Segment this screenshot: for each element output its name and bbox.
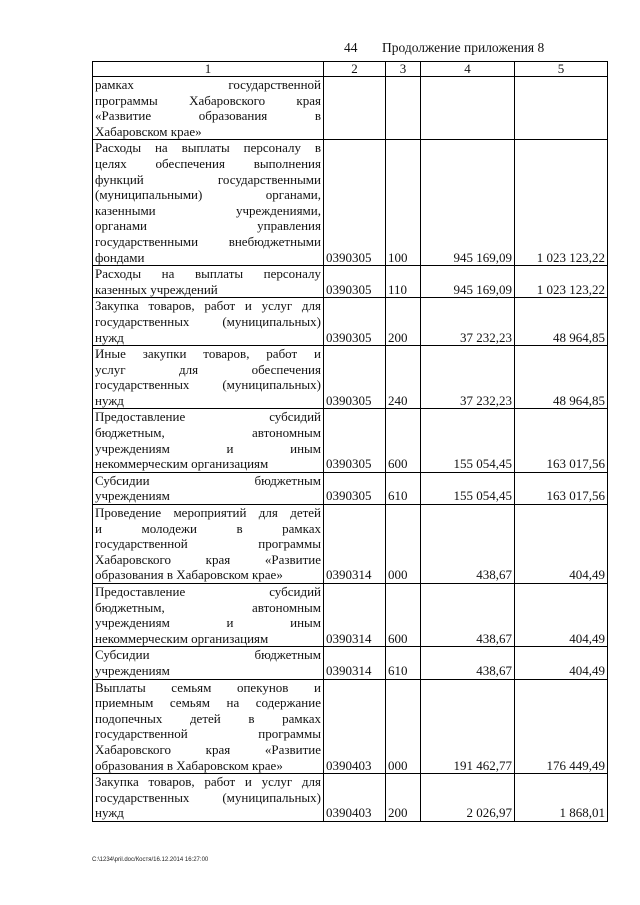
row-description (93, 679, 324, 774)
row-description (93, 584, 324, 647)
row-description (93, 77, 324, 140)
description-line: и молодежи в рамках (95, 520, 321, 536)
amount-year-1: 37 232,23 (421, 346, 515, 409)
expense-type-code: 200 (386, 774, 421, 822)
description-line: рамках государственной (95, 77, 321, 92)
amount-year-2: 404,49 (515, 584, 608, 647)
description-line: Проведение мероприятий для детей (95, 505, 321, 521)
amount-year-1: 155 054,45 (421, 409, 515, 472)
amount-year-1: 155 054,45 (421, 472, 515, 504)
column-header-4: 4 (421, 62, 515, 77)
table-row (93, 647, 608, 679)
row-description (93, 346, 324, 409)
row-description (93, 774, 324, 822)
expense-type-code: 240 (386, 346, 421, 409)
description-line: государственных (муниципальных) (95, 313, 321, 329)
description-line: «Развитие образования в (95, 108, 321, 124)
target-article-code: 0390314 (324, 505, 386, 584)
description-line: подопечных детей в рамках (95, 710, 321, 726)
description-line: некоммерческим организациям (95, 630, 269, 646)
document-path-footer: C:\1234\pril.doc/Костя/16.12.2014 16:27:00 (92, 857, 209, 863)
amount-year-1: 2 026,97 (421, 774, 515, 822)
table-row (93, 472, 608, 504)
expense-type-code: 610 (386, 472, 421, 504)
amount-year-2 (515, 77, 608, 140)
target-article-code: 0390305 (324, 409, 386, 472)
description-line: Выплаты семьям опекунов и (95, 679, 321, 695)
page-header (344, 40, 544, 56)
table-row (93, 266, 608, 298)
target-article-code: 0390314 (324, 647, 386, 679)
description-line: приемным семьям на содержание (95, 695, 321, 711)
expense-type-code: 110 (386, 266, 421, 298)
table-row (93, 774, 608, 822)
table-row (93, 409, 608, 472)
amount-year-1: 37 232,23 (421, 298, 515, 346)
description-line: учреждениям (95, 488, 170, 504)
description-line: Хабаровском крае» (95, 123, 202, 139)
description-line: органами управления (95, 218, 321, 234)
table-row (93, 679, 608, 774)
description-line: бюджетным, автономным (95, 425, 321, 441)
column-header-3: 3 (386, 62, 421, 77)
expense-type-code: 000 (386, 679, 421, 774)
description-line: фондами (95, 249, 145, 265)
description-line: образования в Хабаровском крае» (95, 757, 283, 773)
amount-year-1: 191 462,77 (421, 679, 515, 774)
amount-year-2: 48 964,85 (515, 346, 608, 409)
table-row (93, 584, 608, 647)
description-line: учреждениям (95, 662, 170, 678)
amount-year-2: 48 964,85 (515, 298, 608, 346)
expense-type-code (386, 77, 421, 140)
amount-year-2: 1 023 123,22 (515, 266, 608, 298)
description-line: казенными учреждениями, (95, 202, 321, 218)
description-line: Предоставление субсидий (95, 409, 321, 425)
table-body (93, 77, 608, 822)
description-line: Субсидии бюджетным (95, 647, 321, 663)
target-article-code (324, 77, 386, 140)
expense-type-code: 100 (386, 140, 421, 266)
amount-year-2: 404,49 (515, 505, 608, 584)
row-description (93, 140, 324, 266)
description-line: государственной программы (95, 536, 321, 552)
description-line: Хабаровского края «Развитие (95, 551, 321, 567)
description-line: Предоставление субсидий (95, 584, 321, 599)
description-line: целях обеспечения выполнения (95, 155, 321, 171)
column-number-row (93, 62, 608, 77)
amount-year-2: 163 017,56 (515, 409, 608, 472)
expense-type-code: 600 (386, 409, 421, 472)
expense-type-code: 000 (386, 505, 421, 584)
amount-year-2: 1 868,01 (515, 774, 608, 822)
description-line: услуг для обеспечения (95, 361, 321, 377)
column-header-5: 5 (515, 62, 608, 77)
description-line: Закупка товаров, работ и услуг для (95, 298, 321, 314)
amount-year-1: 945 169,09 (421, 140, 515, 266)
target-article-code: 0390403 (324, 774, 386, 822)
column-header-1: 1 (93, 62, 324, 77)
budget-table (92, 61, 608, 822)
description-line: нужд (95, 329, 124, 345)
description-line: Расходы на выплаты персоналу (95, 266, 321, 282)
amount-year-1: 438,67 (421, 505, 515, 584)
target-article-code: 0390305 (324, 140, 386, 266)
amount-year-2: 176 449,49 (515, 679, 608, 774)
page-number: 44 (344, 40, 358, 55)
description-line: некоммерческим организациям (95, 456, 269, 472)
expense-type-code: 610 (386, 647, 421, 679)
description-line: Иные закупки товаров, работ и (95, 346, 321, 362)
table-row (93, 298, 608, 346)
row-description (93, 505, 324, 584)
amount-year-2: 404,49 (515, 647, 608, 679)
target-article-code: 0390314 (324, 584, 386, 647)
expense-type-code: 600 (386, 584, 421, 647)
description-line: государственными внебюджетными (95, 233, 321, 249)
description-line: нужд (95, 392, 124, 408)
description-line: государственной программы (95, 726, 321, 742)
description-line: учреждениям и иным (95, 615, 321, 631)
description-line: Расходы на выплаты персоналу в (95, 140, 321, 156)
target-article-code: 0390403 (324, 679, 386, 774)
target-article-code: 0390305 (324, 298, 386, 346)
amount-year-1: 945 169,09 (421, 266, 515, 298)
description-line: бюджетным, автономным (95, 599, 321, 615)
description-line: образования в Хабаровском крае» (95, 567, 283, 583)
row-description (93, 409, 324, 472)
table-row (93, 505, 608, 584)
description-line: государственных (муниципальных) (95, 377, 321, 393)
amount-year-2: 1 023 123,22 (515, 140, 608, 266)
expense-type-code: 200 (386, 298, 421, 346)
amount-year-1: 438,67 (421, 647, 515, 679)
description-line: нужд (95, 805, 124, 821)
table-row (93, 140, 608, 266)
row-description (93, 266, 324, 298)
row-description (93, 298, 324, 346)
description-line: функций государственными (95, 171, 321, 187)
description-line: (муниципальными) органами, (95, 187, 321, 203)
appendix-continuation-title: Продолжение приложения 8 (382, 40, 545, 55)
description-line: государственных (муниципальных) (95, 789, 321, 805)
description-line: программы Хабаровского края (95, 92, 321, 108)
target-article-code: 0390305 (324, 346, 386, 409)
amount-year-1: 438,67 (421, 584, 515, 647)
description-line: казенных учреждений (95, 281, 218, 297)
description-line: Субсидии бюджетным (95, 472, 321, 488)
description-line: учреждениям и иным (95, 440, 321, 456)
target-article-code: 0390305 (324, 472, 386, 504)
column-header-2: 2 (324, 62, 386, 77)
table-row (93, 346, 608, 409)
amount-year-1 (421, 77, 515, 140)
row-description (93, 472, 324, 504)
row-description (93, 647, 324, 679)
description-line: Хабаровского края «Развитие (95, 741, 321, 757)
target-article-code: 0390305 (324, 266, 386, 298)
amount-year-2: 163 017,56 (515, 472, 608, 504)
description-line: Закупка товаров, работ и услуг для (95, 774, 321, 790)
table-row (93, 77, 608, 140)
